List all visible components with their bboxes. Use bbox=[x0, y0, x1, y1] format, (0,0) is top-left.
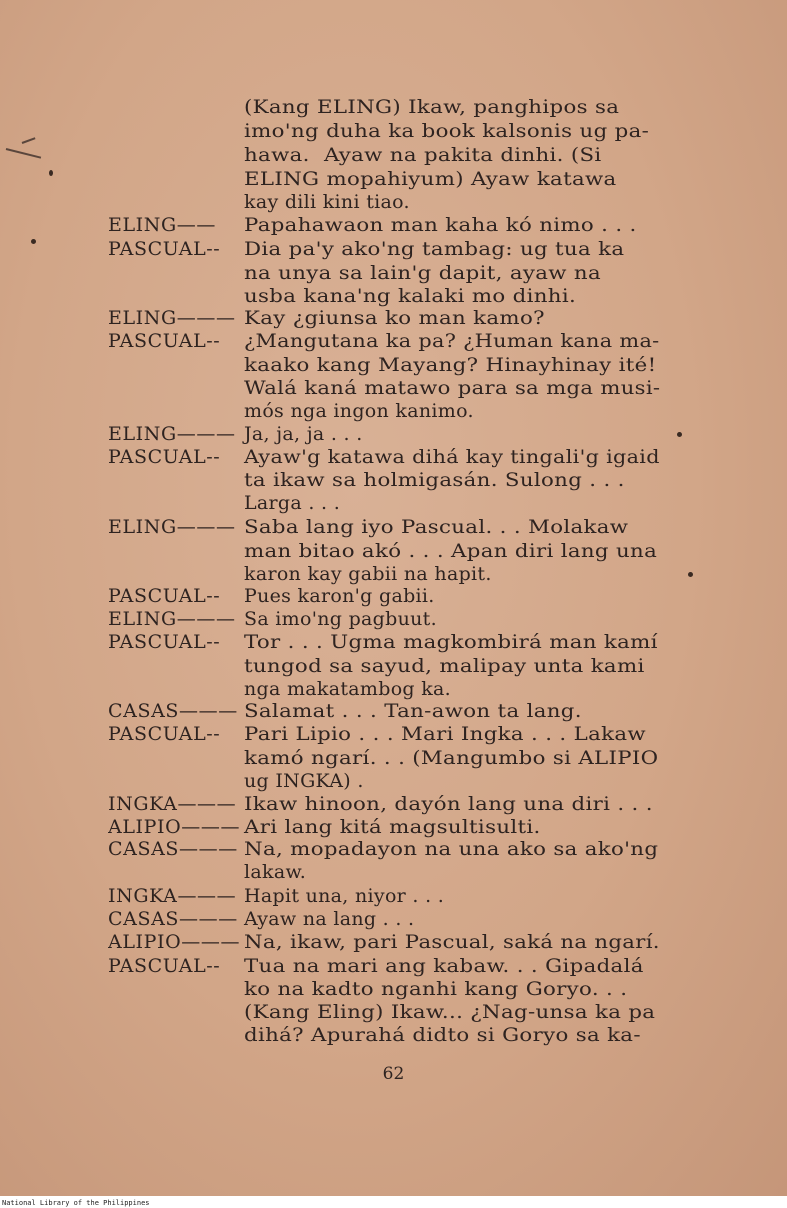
speaker-name: ALIPIO——— bbox=[108, 931, 241, 953]
dialogue-line: usba kana'ng kalaki mo dinhi. bbox=[244, 285, 577, 307]
dialogue-line: mós nga ingon kanimo. bbox=[244, 400, 474, 422]
dialogue-line: tungod sa sayud, malipay unta kami bbox=[244, 655, 645, 677]
dialogue-line: man bitao akó . . . Apan diri lang una bbox=[244, 540, 658, 562]
dialogue-line: kay dili kini tiao. bbox=[244, 191, 410, 213]
dialogue-line: ug INGKA) . bbox=[244, 770, 364, 792]
dialogue-line: kaako kang Mayang? Hinayhinay ité! bbox=[244, 354, 657, 376]
dialogue-line: nga makatambog ka. bbox=[244, 678, 452, 700]
dialogue-line: Ari lang kitá magsultisulti. bbox=[244, 816, 541, 838]
dialogue-line: ELING mopahiyum) Ayaw katawa bbox=[244, 168, 617, 190]
dialogue-line: ta ikaw sa holmigasán. Sulong . . . bbox=[244, 469, 625, 491]
dialogue-line: Walá kaná matawo para sa mga musi- bbox=[244, 377, 661, 399]
page-number: 62 bbox=[382, 1064, 405, 1084]
speaker-name: INGKA——— bbox=[108, 793, 237, 815]
dialogue-line: Kay ¿giunsa ko man kamo? bbox=[244, 307, 545, 329]
dialogue-line: Tor . . . Ugma magkombirá man kamí bbox=[244, 631, 658, 653]
dialogue-line: Ayaw na lang . . . bbox=[244, 908, 415, 930]
dialogue-line: kamó ngarí. . . (Mangumbo si ALIPIO bbox=[244, 747, 659, 769]
dialogue-line: Ja, ja, ja . . . bbox=[244, 423, 363, 445]
dialogue-line: imo'ng duha ka book kalsonis ug pa- bbox=[244, 120, 650, 142]
dialogue-line: Saba lang iyo Pascual. . . Molakaw bbox=[244, 516, 629, 538]
dialogue-line: Na, mopadayon na una ako sa ako'ng bbox=[244, 838, 659, 860]
speaker-name: PASCUAL-- bbox=[108, 446, 221, 468]
dialogue-line: Papahawaon man kaha kó nimo . . . bbox=[244, 214, 637, 236]
dialogue-line: Ikaw hinoon, dayón lang una diri . . . bbox=[244, 793, 653, 815]
dialogue-line: hawa. Ayaw na pakita dinhi. (Si bbox=[244, 144, 602, 166]
dialogue-line: Hapit una, niyor . . . bbox=[244, 885, 445, 907]
speaker-name: ALIPIO——— bbox=[108, 816, 241, 838]
dialogue-line: Ayaw'g katawa dihá kay tingali'g igaid bbox=[244, 446, 660, 468]
speaker-name: INGKA——— bbox=[108, 885, 237, 907]
dialogue-line: lakaw. bbox=[244, 861, 307, 883]
dialogue-line: ko na kadto nganhi kang Goryo. . . bbox=[244, 978, 628, 1000]
dialogue-line: Na, ikaw, pari Pascual, saká na ngarí. bbox=[244, 931, 660, 953]
dialogue-line: Pari Lipio . . . Mari Ingka . . . Lakaw bbox=[244, 723, 646, 745]
dialogue-line: Tua na mari ang kabaw. . . Gipadalá bbox=[244, 955, 644, 977]
dialogue-line: ¿Mangutana ka pa? ¿Human kana ma- bbox=[244, 330, 660, 352]
speaker-name: PASCUAL-- bbox=[108, 238, 221, 260]
speaker-name: PASCUAL-- bbox=[108, 585, 221, 607]
dialogue-line: na unya sa lain'g dapit, ayaw na bbox=[244, 262, 601, 284]
speaker-name: PASCUAL-- bbox=[108, 723, 221, 745]
dialogue-line: karon kay gabii na hapit. bbox=[244, 563, 492, 585]
speaker-name: ELING——— bbox=[108, 307, 236, 329]
dialogue-line: (Kang Eling) Ikaw... ¿Nag-unsa ka pa bbox=[244, 1001, 656, 1023]
speaker-name: PASCUAL-- bbox=[108, 955, 221, 977]
dialogue-line: Larga . . . bbox=[244, 492, 341, 514]
dialogue-line: Sa imo'ng pagbuut. bbox=[244, 608, 437, 630]
dialogue-line: Salamat . . . Tan-awon ta lang. bbox=[244, 700, 582, 722]
speaker-name: ELING——— bbox=[108, 423, 236, 445]
speaker-name: PASCUAL-- bbox=[108, 330, 221, 352]
speaker-name: ELING——— bbox=[108, 608, 236, 630]
dialogue-line: dihá? Apurahá didto si Goryo sa ka- bbox=[244, 1024, 641, 1046]
dialogue-line: Dia pa'y ako'ng tambag: ug tua ka bbox=[244, 238, 625, 260]
speaker-name: PASCUAL-- bbox=[108, 631, 221, 653]
footer-credit: National Library of the Philippines bbox=[2, 1199, 150, 1207]
speaker-name: CASAS——— bbox=[108, 838, 238, 860]
speaker-name: ELING—— bbox=[108, 214, 216, 236]
speaker-name: CASAS——— bbox=[108, 908, 238, 930]
speaker-name: CASAS——— bbox=[108, 700, 238, 722]
speaker-name: ELING——— bbox=[108, 516, 236, 538]
dialogue-line: Pues karon'g gabii. bbox=[244, 585, 435, 607]
dialogue-line: (Kang ELING) Ikaw, panghipos sa bbox=[244, 96, 620, 118]
